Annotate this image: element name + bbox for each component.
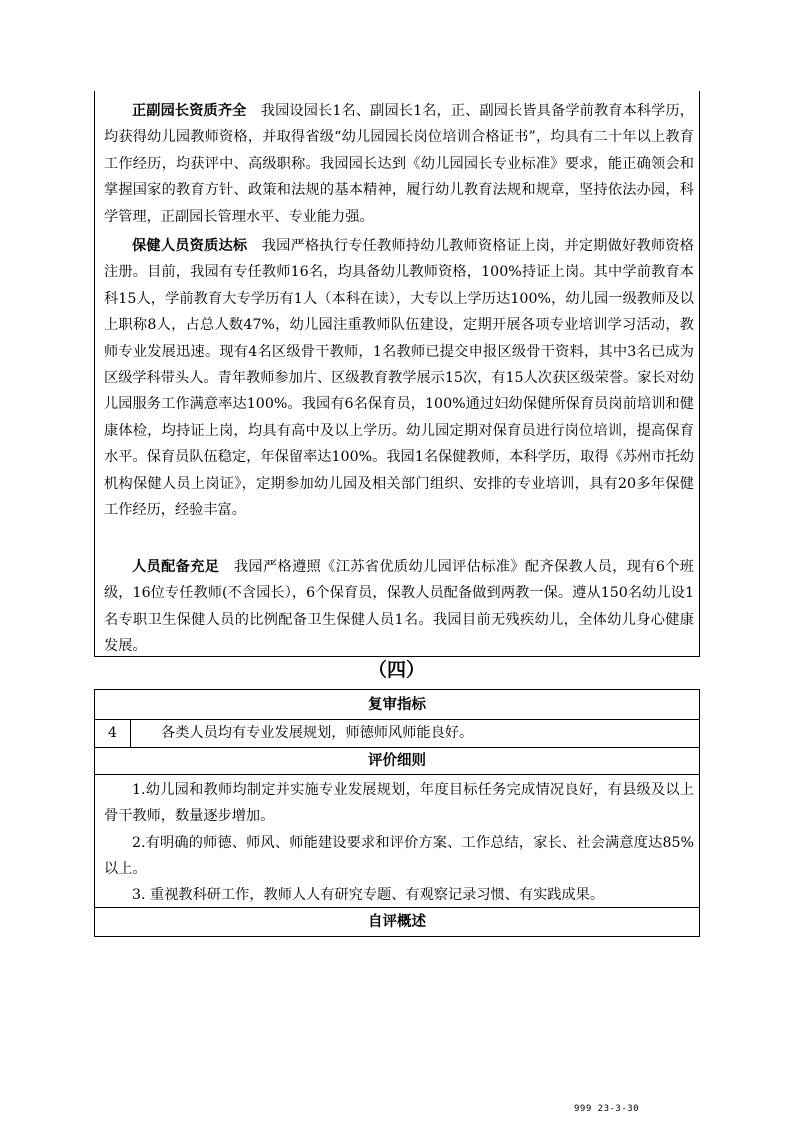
footer-code: 999 23-3-30 (574, 1104, 640, 1114)
criteria-header: 评价细则 (368, 753, 426, 769)
table-top-border (94, 689, 700, 690)
self-evaluation-header: 自评概述 (368, 914, 426, 930)
paragraph-health-staff (104, 233, 694, 523)
table-right-border (699, 689, 700, 937)
criteria-item-2: 2.有明确的师德、师风、师能建设要求和评价方案、工作总结，家长、社会满意度达85%以上。 (104, 835, 694, 878)
table-bottom-border (94, 936, 700, 937)
table-line-2 (94, 747, 700, 748)
review-indicator-header: 复审指标 (368, 697, 426, 713)
heading-principal-qualification: 正副园长资质齐全 (132, 103, 247, 119)
paragraph-staffing (104, 554, 694, 660)
table-line-3 (94, 774, 700, 775)
criteria-item-3: 3. 重视教科研工作，教师人人有研究专题、有观察记录习惯、有实践成果。 (132, 887, 605, 903)
index-number: 4 (108, 725, 117, 741)
text-health-staff: 我园严格执行专任教师持幼儿教师资格证上岗，并定期做好教师资格注册。目前，我园有专任教师16名，均具备幼儿教师资格，100%持证上岗。其中学前教育本科15人，学前教育大专学历有1人（本科在读），大专以上学历达100%，幼儿园一级教师及以上职称8人，占总人数47%，幼儿园注重教师队伍建设，定期开展各项专业培训学习活动，教师专业发展迅速。现有4名区级骨干教师，1名教师已提交申报区级骨干资料，其中3名已成为区级学科带头人。青年教师参加片、区级教育教学展示15次，有15人次获区级荣誉。家长对幼儿园服务工作满意率达100%。我园有6名保育员，100%通过妇幼保健所保育员岗前培训和健康体检，均持证上岗，均具有高中及以上学历。幼儿园定期对保育员进行岗位培训，提高保育水平。保育员队伍稳定，年保留率达100%。我园1名保健教师，本科学历，取得《苏州市托幼机构保健人员上岗证》，定期参加幼儿园及相关部门组织、安排的专业培训，具有20多年保健工作经历，经验丰富。 (104, 238, 694, 519)
upper-box-left-border (94, 91, 95, 657)
heading-health-staff: 保健人员资质达标 (132, 238, 248, 254)
heading-staffing: 人员配备充足 (132, 559, 220, 575)
text-staffing: 我园严格遵照《江苏省优质幼儿园评估标准》配齐保教人员，现有6个班级，16位专任教师(不含园长），6个保育员，保教人员配备做到两教一保。遵从150名幼儿设1名专职卫生保健人员的比例配备卫生保健人员1名。我园目前无残疾幼儿，全体幼儿身心健康发展。 (104, 559, 694, 655)
upper-box-right-border (699, 91, 700, 657)
index-text: 各类人员均有专业发展规划，师德师风师能良好。 (161, 725, 474, 741)
section-title: （四） (367, 659, 425, 681)
text-principal-qualification: 我园设园长1名、副园长1名，正、副园长皆具备学前教育本科学历，均获得幼儿园教师资格，并取得省级“幼儿园园长岗位培训合格证书”，均具有二十年以上教育工作经历，均获评中、高级职称。我园园长达到《幼儿园园长专业标准》要求，能正确领会和掌握国家的教育方针、政策和法规的基本精神，履行幼儿教育法规和规章，坚持依法办园，科学管理，正副园长管理水平、专业能力强。 (104, 103, 694, 225)
paragraph-principal-qualification (104, 98, 694, 230)
table-line-4 (94, 907, 700, 908)
criteria-item-1: 1.幼儿园和教师均制定并实施专业发展规划，年度目标任务完成情况良好，有县级及以上骨干教师，数量逐步增加。 (104, 782, 694, 825)
table-index-divider (130, 719, 131, 748)
